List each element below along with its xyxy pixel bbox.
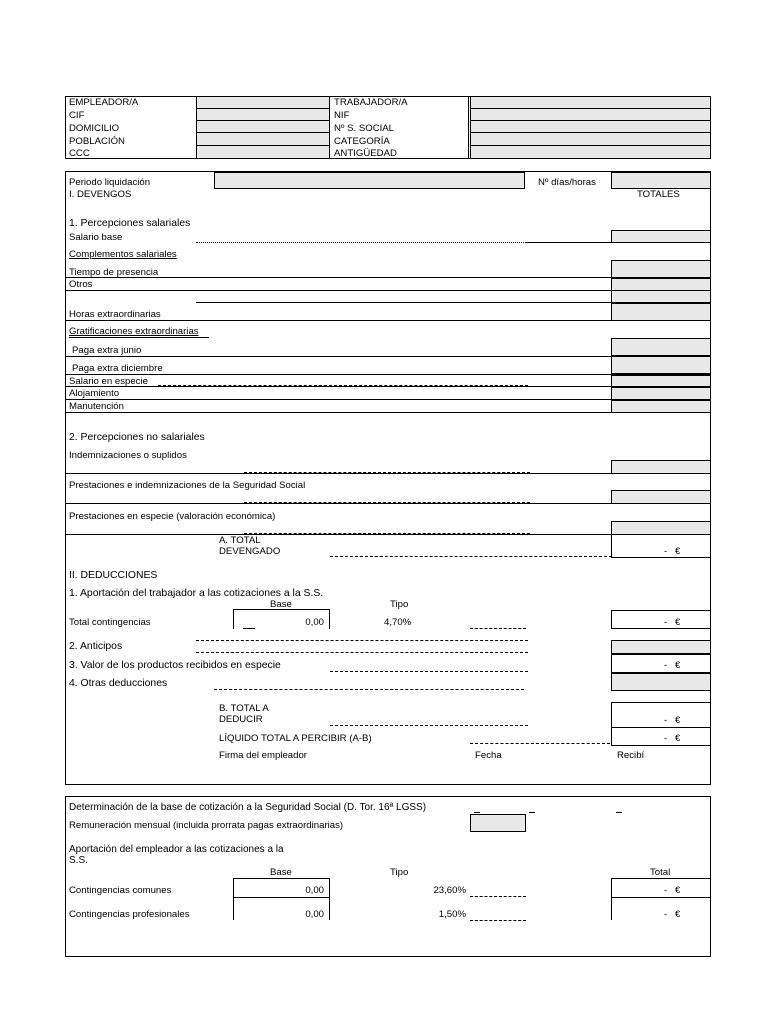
otras-deducciones-leader [214,689,524,690]
complementos-heading: Complementos salariales [69,249,177,260]
salario-base-label: Salario base [69,232,123,243]
otros-label: Otros [69,279,93,290]
total-deducir-euro: € [675,715,681,726]
no-salariales-heading: 2. Percepciones no salariales [69,432,205,443]
profesionales-base-left [233,898,234,920]
tc-leader [470,628,526,629]
valor-productos-label: 3. Valor de los productos recibidos en especie [69,660,281,671]
cot-base-header: Base [270,867,292,878]
otras-deducciones-label: 4. Otras deducciones [69,678,168,689]
total-contingencias-tipo: 4,70% [384,617,412,628]
salario-base-total-field[interactable] [611,230,711,243]
total-contingencias-base: 0,00 [305,617,324,628]
devengos-title: I. DEVENGOS [69,189,132,200]
indemnizaciones-label: Indemnizaciones o suplidos [69,450,187,461]
remuneracion-label: Remuneración mensual (incluida prorrata pagas extraordinarias) [69,820,344,831]
alojamiento-label: Alojamiento [69,388,120,399]
liquido-cell [611,727,711,746]
determinacion-tick-3 [616,812,622,813]
total-contingencias-euro: € [675,617,681,628]
paga-junio-field[interactable] [611,338,711,356]
base-header: Base [270,599,292,610]
cot-tipo-header: Tipo [390,867,409,878]
worker-label: TRABAJADOR/A [334,97,408,108]
prestaciones-especie-label: Prestaciones en especie (valoración económica) [69,511,276,522]
anticipos-leader [196,652,528,653]
profesionales-leader [470,920,526,921]
paga-diciembre-field[interactable] [611,356,711,374]
nif-label: NIF [334,110,350,121]
salario-especie-field[interactable] [611,375,711,387]
horas-extra-field[interactable] [611,303,711,321]
totales-label: TOTALES [637,189,680,200]
salario-especie-label: Salario en especie [69,376,148,387]
total-devengado-euro: € [675,546,681,557]
liquido-value: - [664,733,668,744]
dias-label: Nº días/horas [538,177,596,188]
paga-diciembre-label: Paga extra diciembre [72,363,163,374]
ccc-field[interactable] [196,145,330,159]
determinacion-tick-1 [474,812,480,813]
total-deducir-value: - [664,715,668,726]
periodo-field[interactable] [214,172,525,189]
tc-base-left-border [233,609,234,629]
cot-total-header: Total [650,867,671,878]
domicilio-label: DOMICILIO [69,123,120,134]
profesionales-base-right [329,898,330,920]
header-divider-2 [468,96,469,159]
tc-base-top-border [233,609,330,610]
gratificaciones-rule [69,337,209,338]
antiguedad-field[interactable] [470,145,711,159]
total-devengado-value: - [664,546,668,557]
profesionales-tipo-value: 1,50% [438,909,466,920]
firma-empleador-label: Firma del empleador [219,750,307,761]
total-contingencias-value: - [664,617,668,628]
paga-junio-label: Paga extra junio [72,345,142,356]
valor-productos-leader [330,671,528,672]
determinacion-tick-2 [529,812,535,813]
profesionales-base-value: 0,00 [305,909,324,920]
comunes-total-euro: € [675,885,681,896]
poblacion-field[interactable] [196,132,330,146]
total-devengado-cell [611,534,711,558]
valor-productos-euro: € [675,660,681,671]
manutencion-label: Manutención [69,401,124,412]
prestaciones-especie-field[interactable] [611,521,711,535]
antiguedad-label: ANTIGÜEDAD [334,148,397,159]
profesionales-total-left [611,898,612,920]
comunes-base-value: 0,00 [305,885,324,896]
tc-base-right-border [329,609,330,629]
otros-field-2[interactable] [611,290,711,303]
tc-dash-left [243,628,255,629]
total-deducir-cell [611,702,711,728]
anticipos-label: 2. Anticipos [69,641,123,652]
comunes-leader [470,896,526,897]
gratificaciones-heading: Gratificaciones extraordinarias [69,326,199,337]
manutencion-field[interactable] [611,400,711,413]
salario-base-leader [196,242,526,243]
prestaciones-ss-field[interactable] [611,490,711,504]
recibi-label: Recibí [617,750,645,761]
nss-label: Nº S. SOCIAL [334,123,395,134]
valor-productos-value: - [664,660,668,671]
anticipos-field[interactable] [611,640,711,654]
periodo-label: Periodo liquidación [69,177,151,188]
aportacion-empleador-label-1: Aportación del empleador a las cotizaciones a la [69,844,284,855]
cif-label: CIF [69,110,85,121]
profesionales-label: Contingencias profesionales [69,909,190,920]
employer-label: EMPLEADOR/A [69,97,139,108]
liquido-leader [470,743,610,744]
deducciones-title: II. DEDUCCIONES [69,570,158,581]
ccc-label: CCC [69,148,90,159]
alojamiento-field[interactable] [611,387,711,400]
comunes-tipo-value: 23,60% [433,885,466,896]
valor-productos-cell [611,654,711,673]
aportacion-empleador-label-2: S.S. [69,855,88,866]
aportacion-trabajador-heading: 1. Aportación del trabajador a las cotizaciones a la S.S. [69,588,324,599]
indemnizaciones-field[interactable] [611,460,711,474]
dias-field[interactable] [611,172,711,189]
otras-deducciones-field[interactable] [611,673,711,691]
fecha-label: Fecha [475,750,502,761]
comunes-total-cell [611,878,711,898]
remuneracion-field[interactable] [470,814,526,832]
liquido-euro: € [675,733,681,744]
poblacion-label: POBLACIÓN [69,136,125,147]
total-devengado-label-2: DEVENGADO [219,546,281,557]
total-devengado-label-1: A. TOTAL [219,535,261,546]
liquido-label: LÍQUIDO TOTAL A PERCIBIR (A-B) [219,733,372,744]
comunes-label: Contingencias comunes [69,885,172,896]
categoria-field[interactable] [470,132,711,146]
total-devengado-leader [330,556,612,557]
total-deducir-label-1: B. TOTAL A [219,703,269,714]
total-contingencias-label: Total contingencias [69,617,151,628]
tipo-header: Tipo [390,599,409,610]
anticipos-leader-top [196,640,528,641]
categoria-label: CATEGORÍA [334,136,390,147]
comunes-total-value: - [664,885,668,896]
total-deducir-leader [330,725,528,726]
tiempo-presencia-label: Tiempo de presencia [69,267,159,278]
determinacion-label: Determinación de la base de cotización a la Seguridad Social (D. Tor. 16ª LGSS) [69,802,427,813]
tiempo-presencia-field[interactable] [611,260,711,278]
profesionales-total-value: - [664,909,668,920]
total-contingencias-cell [611,610,711,629]
total-deducir-label-2: DEDUCIR [219,714,263,725]
horas-extra-label: Horas extraordinarias [69,309,161,320]
percepciones-salariales-heading: 1. Percepciones salariales [69,218,191,229]
prestaciones-ss-label: Prestaciones e indemnizaciones de la Seguridad Social [69,480,306,491]
profesionales-total-euro: € [675,909,681,920]
